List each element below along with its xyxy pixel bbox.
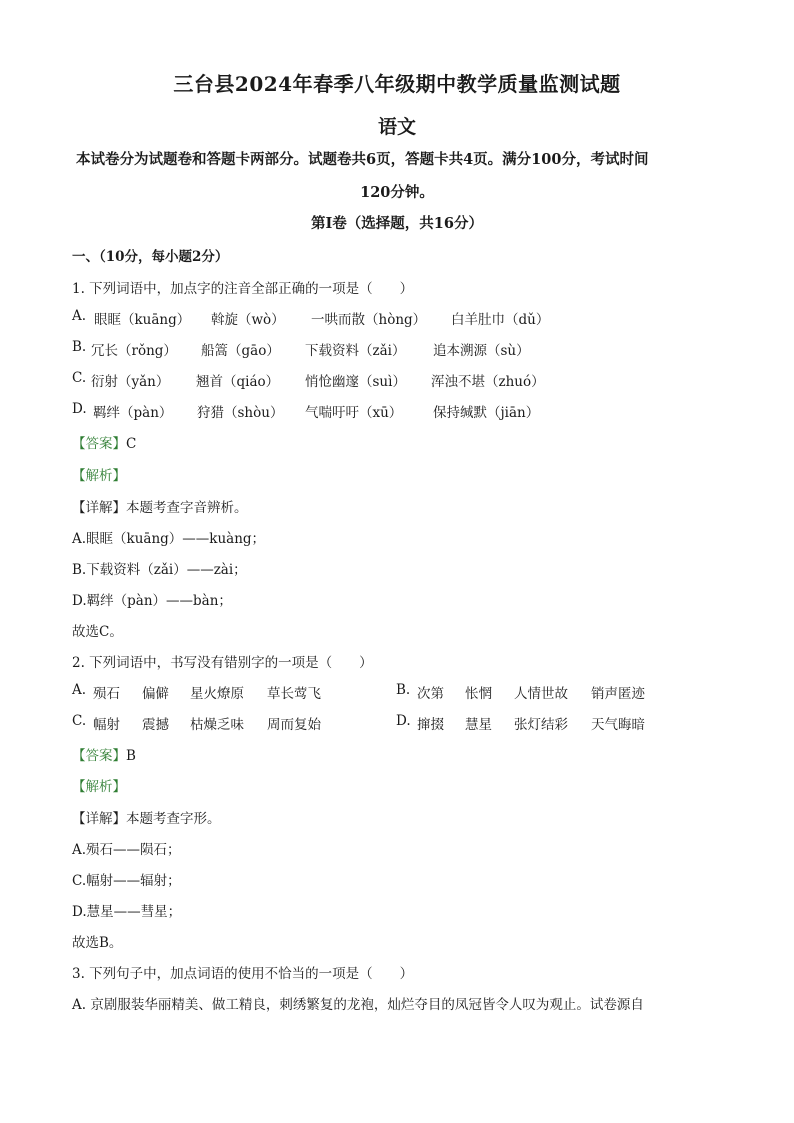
detail-text: 本题考查字音辨析。 (126, 500, 248, 516)
option-item: 羁绊（pàn） (93, 405, 173, 421)
option-item: 偏僻 (142, 686, 169, 702)
option-item: 慧星 (465, 717, 492, 733)
option-letter: D. (396, 713, 411, 729)
q1-stem: 1. 下列词语中，加点字的注音全部正确的一项是（ ） (72, 281, 414, 297)
answer-value: C (126, 436, 137, 452)
option-item: 一哄而散（hòng） (311, 312, 427, 328)
option-item: 枯燥乏味 (190, 717, 244, 733)
option-letter: A. (72, 682, 87, 698)
exam-title: 三台县2024年春季八年级期中教学质量监测试题 (173, 72, 621, 96)
q2-stem: 2. 下列词语中，书写没有错别字的一项是（ ） (72, 655, 373, 671)
option-item: 草长莺飞 (267, 686, 321, 702)
option-letter: A. (72, 308, 87, 324)
option-item: 周而复始 (267, 717, 321, 733)
option-letter: C. (72, 713, 87, 729)
option-letter: B. (72, 339, 87, 355)
intro-line-2: 120分钟。 (360, 184, 434, 201)
subject-heading: 语文 (377, 116, 416, 138)
option-item: 浑浊不堪（zhuó） (431, 374, 545, 390)
option-item: 衍射（yǎn） (91, 374, 170, 390)
q3-stem: 3. 下列句子中，加点词语的使用不恰当的一项是（ ） (72, 966, 414, 982)
answer-tag: 【答案】 (72, 436, 126, 452)
q1-detail (72, 496, 248, 516)
option-item: 悄怆幽邃（suì） (305, 374, 406, 390)
option-item: 怅惘 (465, 686, 492, 702)
answer-value: B (126, 748, 136, 764)
option-item: 气喘吁吁（xū） (305, 405, 403, 421)
detail-tag: 【详解】 (72, 500, 126, 516)
option-item: 保持缄默（jiān） (433, 405, 540, 421)
option-item: 次第 (417, 686, 444, 702)
option-item: 殒石 (93, 686, 120, 702)
option-item: 星火燎原 (190, 686, 244, 702)
q2-answer (72, 744, 136, 764)
q2-correction: C.幅射——辐射； (72, 873, 181, 889)
option-letter: B. (396, 682, 411, 698)
option-letter: D. (72, 401, 87, 417)
option-item: 天气晦暗 (591, 717, 645, 733)
option-item: 追本溯源（sù） (433, 343, 530, 359)
volume-heading: 第Ⅰ卷（选择题，共16分） (311, 215, 483, 232)
option-item: 眼眶（kuāng） (94, 312, 191, 328)
q1-conclusion: 故选C。 (72, 624, 123, 640)
detail-tag: 【详解】 (72, 811, 126, 827)
q2-correction: A.殒石——陨石； (72, 842, 181, 858)
option-item: 斡旋（wò） (211, 312, 285, 328)
q1-analysis-tag: 【解析】 (72, 468, 126, 484)
q1-answer (72, 432, 136, 452)
q1-correction: D.羁绊（pàn）——bàn； (72, 593, 232, 609)
option-item: 撺掇 (417, 717, 444, 733)
option-item: 狩猎（shòu） (197, 405, 284, 421)
answer-tag: 【答案】 (72, 748, 126, 764)
option-item: 白羊肚巾（dǔ） (451, 312, 550, 328)
q2-analysis-tag: 【解析】 (72, 779, 126, 795)
q2-conclusion: 故选B。 (72, 935, 123, 951)
option-item: 销声匿迹 (591, 686, 645, 702)
option-letter: C. (72, 370, 87, 386)
q2-detail (72, 807, 221, 827)
option-item: 张灯结彩 (514, 717, 568, 733)
intro-line-1: 本试卷分为试题卷和答题卡两部分。试题卷共6页，答题卡共4页。满分100分，考试时间 (76, 151, 649, 168)
option-item: 冗长（rǒng） (91, 343, 177, 359)
q1-correction: A.眼眶（kuāng）——kuàng； (72, 531, 266, 547)
q2-correction: D.慧星——彗星； (72, 904, 182, 920)
option-item: 下载资料（zǎi） (305, 343, 406, 359)
detail-text: 本题考查字形。 (126, 811, 221, 827)
q1-correction: B.下载资料（zǎi）——zài； (72, 562, 247, 578)
option-item: 翘首（qiáo） (196, 374, 280, 390)
option-item: 震撼 (142, 717, 169, 733)
option-item: 人情世故 (514, 686, 568, 702)
option-item: 幅射 (93, 717, 120, 733)
option-item: 船篙（gāo） (201, 343, 280, 359)
section-heading: 一、（10分，每小题2分） (72, 249, 229, 265)
q3-option-a: A. 京剧服装华丽精美、做工精良，刺绣繁复的龙袍，灿烂夺目的凤冠皆令人叹为观止。试卷源自 (72, 997, 644, 1013)
